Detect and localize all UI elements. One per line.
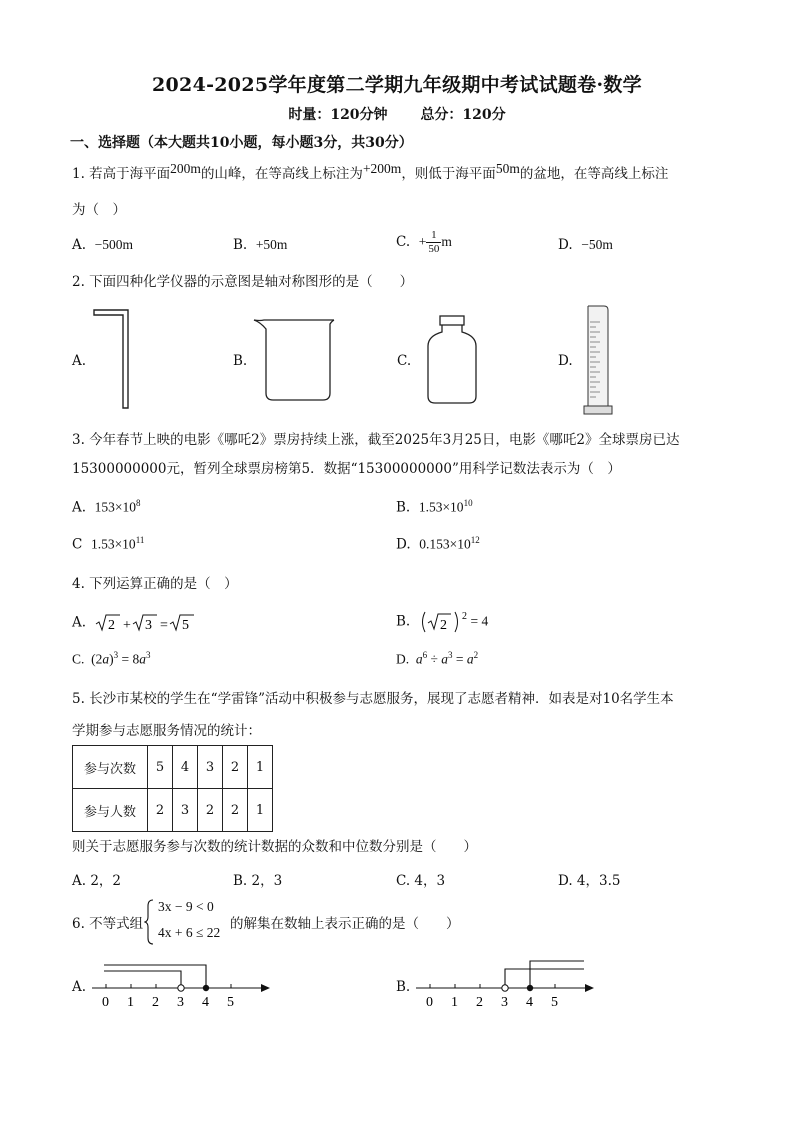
q1-text: 的山峰，在等高线上标注为 [200,166,363,182]
option-exponent: 12 [470,535,480,545]
axis-arrow-icon [585,984,594,992]
graduated-cylinder-icon [580,302,620,420]
solution-ray-1 [104,965,206,988]
q6-option-b-label[interactable]: B. [396,979,411,995]
option-variable: a [139,651,147,667]
svg-text:+: + [123,618,132,633]
option-label: C. [72,651,85,667]
table-header: 参与人数 [73,789,148,832]
q5-option-a[interactable]: A. 2，2 [72,873,122,889]
q4-option-c[interactable] [72,650,151,668]
table-row [73,789,273,832]
option-label: D. [396,536,411,553]
q2-option-c-label[interactable]: C. [397,353,412,369]
solution-ray-1 [505,969,584,988]
tick-label: 5 [551,995,558,1010]
question-3-line2: 15300000000元，暂列全球票房榜第5．数据“15300000000”用科学记数法表示为（ ） [72,461,621,477]
fraction [426,229,441,256]
q1-value-200: 200m [170,161,201,176]
tick-label: 1 [451,995,458,1010]
question-6-prefix: 6. 不等式组 [72,916,144,932]
option-variable: a [466,651,474,667]
table-cell: 5 [148,746,173,789]
section-heading: 一、选择题（本大题共10小题，每小题3分，共30分） [70,135,413,151]
svg-text:5: 5 [182,618,190,633]
table-cell: 2 [223,789,248,832]
page-title: 2024-2025学年度第二学期九年级期中考试试题卷·数学 [152,74,642,96]
q1-option-d[interactable] [558,237,613,253]
option-value: = 4 [470,613,489,629]
option-value: 0.153×10 [419,536,471,552]
q1-option-c[interactable] [396,229,452,256]
total-score: 总分：120分 [420,107,506,123]
table-cell: 2 [198,789,223,832]
q1-value-plus200: +200m [362,161,402,176]
q4-option-b-lhs [419,610,471,634]
fraction-denominator: 50 [428,243,440,255]
q1-text: 的盆地，在等高线上标注 [519,166,669,182]
option-variable: a [102,651,110,667]
inequality-1: 3x − 9 < 0 [158,899,214,914]
option-exponent: 10 [463,498,473,508]
option-sign: + [418,234,427,249]
q2-option-b-label[interactable]: B. [233,353,248,369]
reagent-bottle-icon [422,312,482,407]
axis-arrow-icon [261,984,270,992]
option-exponent: 8 [136,498,141,508]
question-6-suffix: 的解集在数轴上表示正确的是（ ） [230,916,460,932]
table-row [73,746,273,789]
solution-ray-2 [104,971,181,988]
table-cell: 1 [248,789,273,832]
option-label: D. [558,237,573,253]
question-5-ask: 则关于志愿服务参与次数的统计数据的众数和中位数分别是（ ） [72,839,477,855]
question-5-line2: 学期参与志愿服务情况的统计： [72,723,261,739]
option-label: B. [233,237,248,253]
q1-line2: 为（ ） [72,202,126,218]
option-exponent: 11 [135,535,145,545]
tick-label: 5 [227,995,234,1010]
inequality-2: 4x + 6 ≤ 22 [158,925,221,940]
fraction-numerator: 1 [426,229,441,243]
closed-point [527,985,533,991]
closed-point [203,985,209,991]
number-line-a [88,950,278,1012]
option-label: A. [72,614,87,631]
option-variable: a [415,651,423,667]
table-cell: 3 [173,789,198,832]
option-exponent: 6 [422,650,428,660]
svg-text:2: 2 [461,611,467,622]
svg-text:2: 2 [108,618,116,633]
q1-text: ，则低于海平面 [401,166,496,182]
option-label: C. [396,234,411,250]
open-point [178,985,184,991]
q1-text: 1. 若高于海平面 [72,166,171,182]
svg-text:3: 3 [145,618,153,633]
tick-label: 2 [152,995,159,1010]
open-point [502,985,508,991]
q6-option-a-label[interactable]: A. [72,979,87,995]
question-5-line1: 5. 长沙市某校的学生在“学雷锋”活动中积极参与志愿服务，展现了志愿者精神．如表是对10名学生本 [72,691,674,707]
q3-option-c[interactable] [72,535,144,553]
q5-option-b[interactable]: B. 2，3 [233,873,283,889]
exam-info [0,104,794,124]
table-header: 参与次数 [73,746,148,789]
option-label: C [72,536,83,553]
svg-text:=: = [160,618,169,633]
tick-label: 2 [476,995,483,1010]
question-3-line1: 3. 今年春节上映的电影《哪吒2》票房持续上涨，截至2025年3月25日，电影《哪吒2》全球票房已达 [72,432,680,448]
question-2: 2. 下面四种化学仪器的示意图是轴对称图形的是（ ） [72,274,414,290]
table-cell: 4 [173,746,198,789]
q1-value-50: 50m [495,161,520,176]
question-1 [72,161,732,184]
option-operator: = [455,651,464,667]
q5-option-c[interactable]: C. 4，3 [396,873,446,889]
option-unit: m [441,234,452,249]
option-label: A. [72,499,87,516]
tick-label: 4 [526,995,533,1010]
q1-option-b[interactable] [233,237,287,253]
volunteer-table [72,745,273,832]
q2-option-a-label[interactable]: A. [72,353,87,369]
question-4: 4. 下列运算正确的是（ ） [72,576,238,592]
option-value: +50m [255,237,288,252]
tick-label: 3 [177,995,184,1010]
q4-option-a-formula [94,612,194,634]
option-value: (2 [91,651,103,667]
q4-option-b[interactable] [396,610,488,634]
q4-option-d[interactable] [396,650,478,668]
option-value: 1.53×10 [418,499,464,515]
tick-label: 4 [202,995,209,1010]
option-label: D. [396,651,410,667]
l-tube-icon [88,305,138,415]
solution-ray-2 [530,961,584,988]
option-value: 153×10 [94,499,137,515]
system-brace-icon [144,898,154,946]
q5-option-d[interactable]: D. 4，3.5 [558,873,621,889]
q2-option-d-label[interactable]: D. [558,353,573,369]
table-cell: 2 [223,746,248,789]
tick-label: 0 [426,995,433,1010]
option-exponent: 3 [448,650,453,660]
q3-option-b[interactable] [396,498,473,516]
table-cell: 3 [198,746,223,789]
beaker-icon [250,315,340,405]
option-label: B. [396,499,411,516]
option-value: −50m [581,237,613,252]
svg-text:2: 2 [439,618,447,633]
option-operator: ÷ [430,651,438,667]
tick-label: 0 [102,995,109,1010]
option-label: B. [396,613,411,630]
q3-option-d[interactable] [396,535,480,553]
option-value: = 8 [121,651,140,667]
number-line-b [412,950,602,1012]
option-exponent: 3 [146,650,151,660]
option-exponent: 2 [473,650,479,660]
option-value: 1.53×10 [90,536,136,552]
option-variable: a [441,651,449,667]
table-cell: 1 [248,746,273,789]
option-paren: ) [109,651,114,667]
option-value: −500m [94,237,134,252]
tick-label: 3 [501,995,508,1010]
option-label: A. [72,237,87,253]
table-cell: 2 [148,789,173,832]
q4-option-a[interactable] [72,612,194,634]
q3-option-a[interactable] [72,498,141,516]
tick-label: 1 [127,995,134,1010]
option-exponent: 3 [113,650,119,660]
q1-option-a[interactable] [72,237,133,253]
time-limit: 时量：120分钟 [288,107,388,123]
